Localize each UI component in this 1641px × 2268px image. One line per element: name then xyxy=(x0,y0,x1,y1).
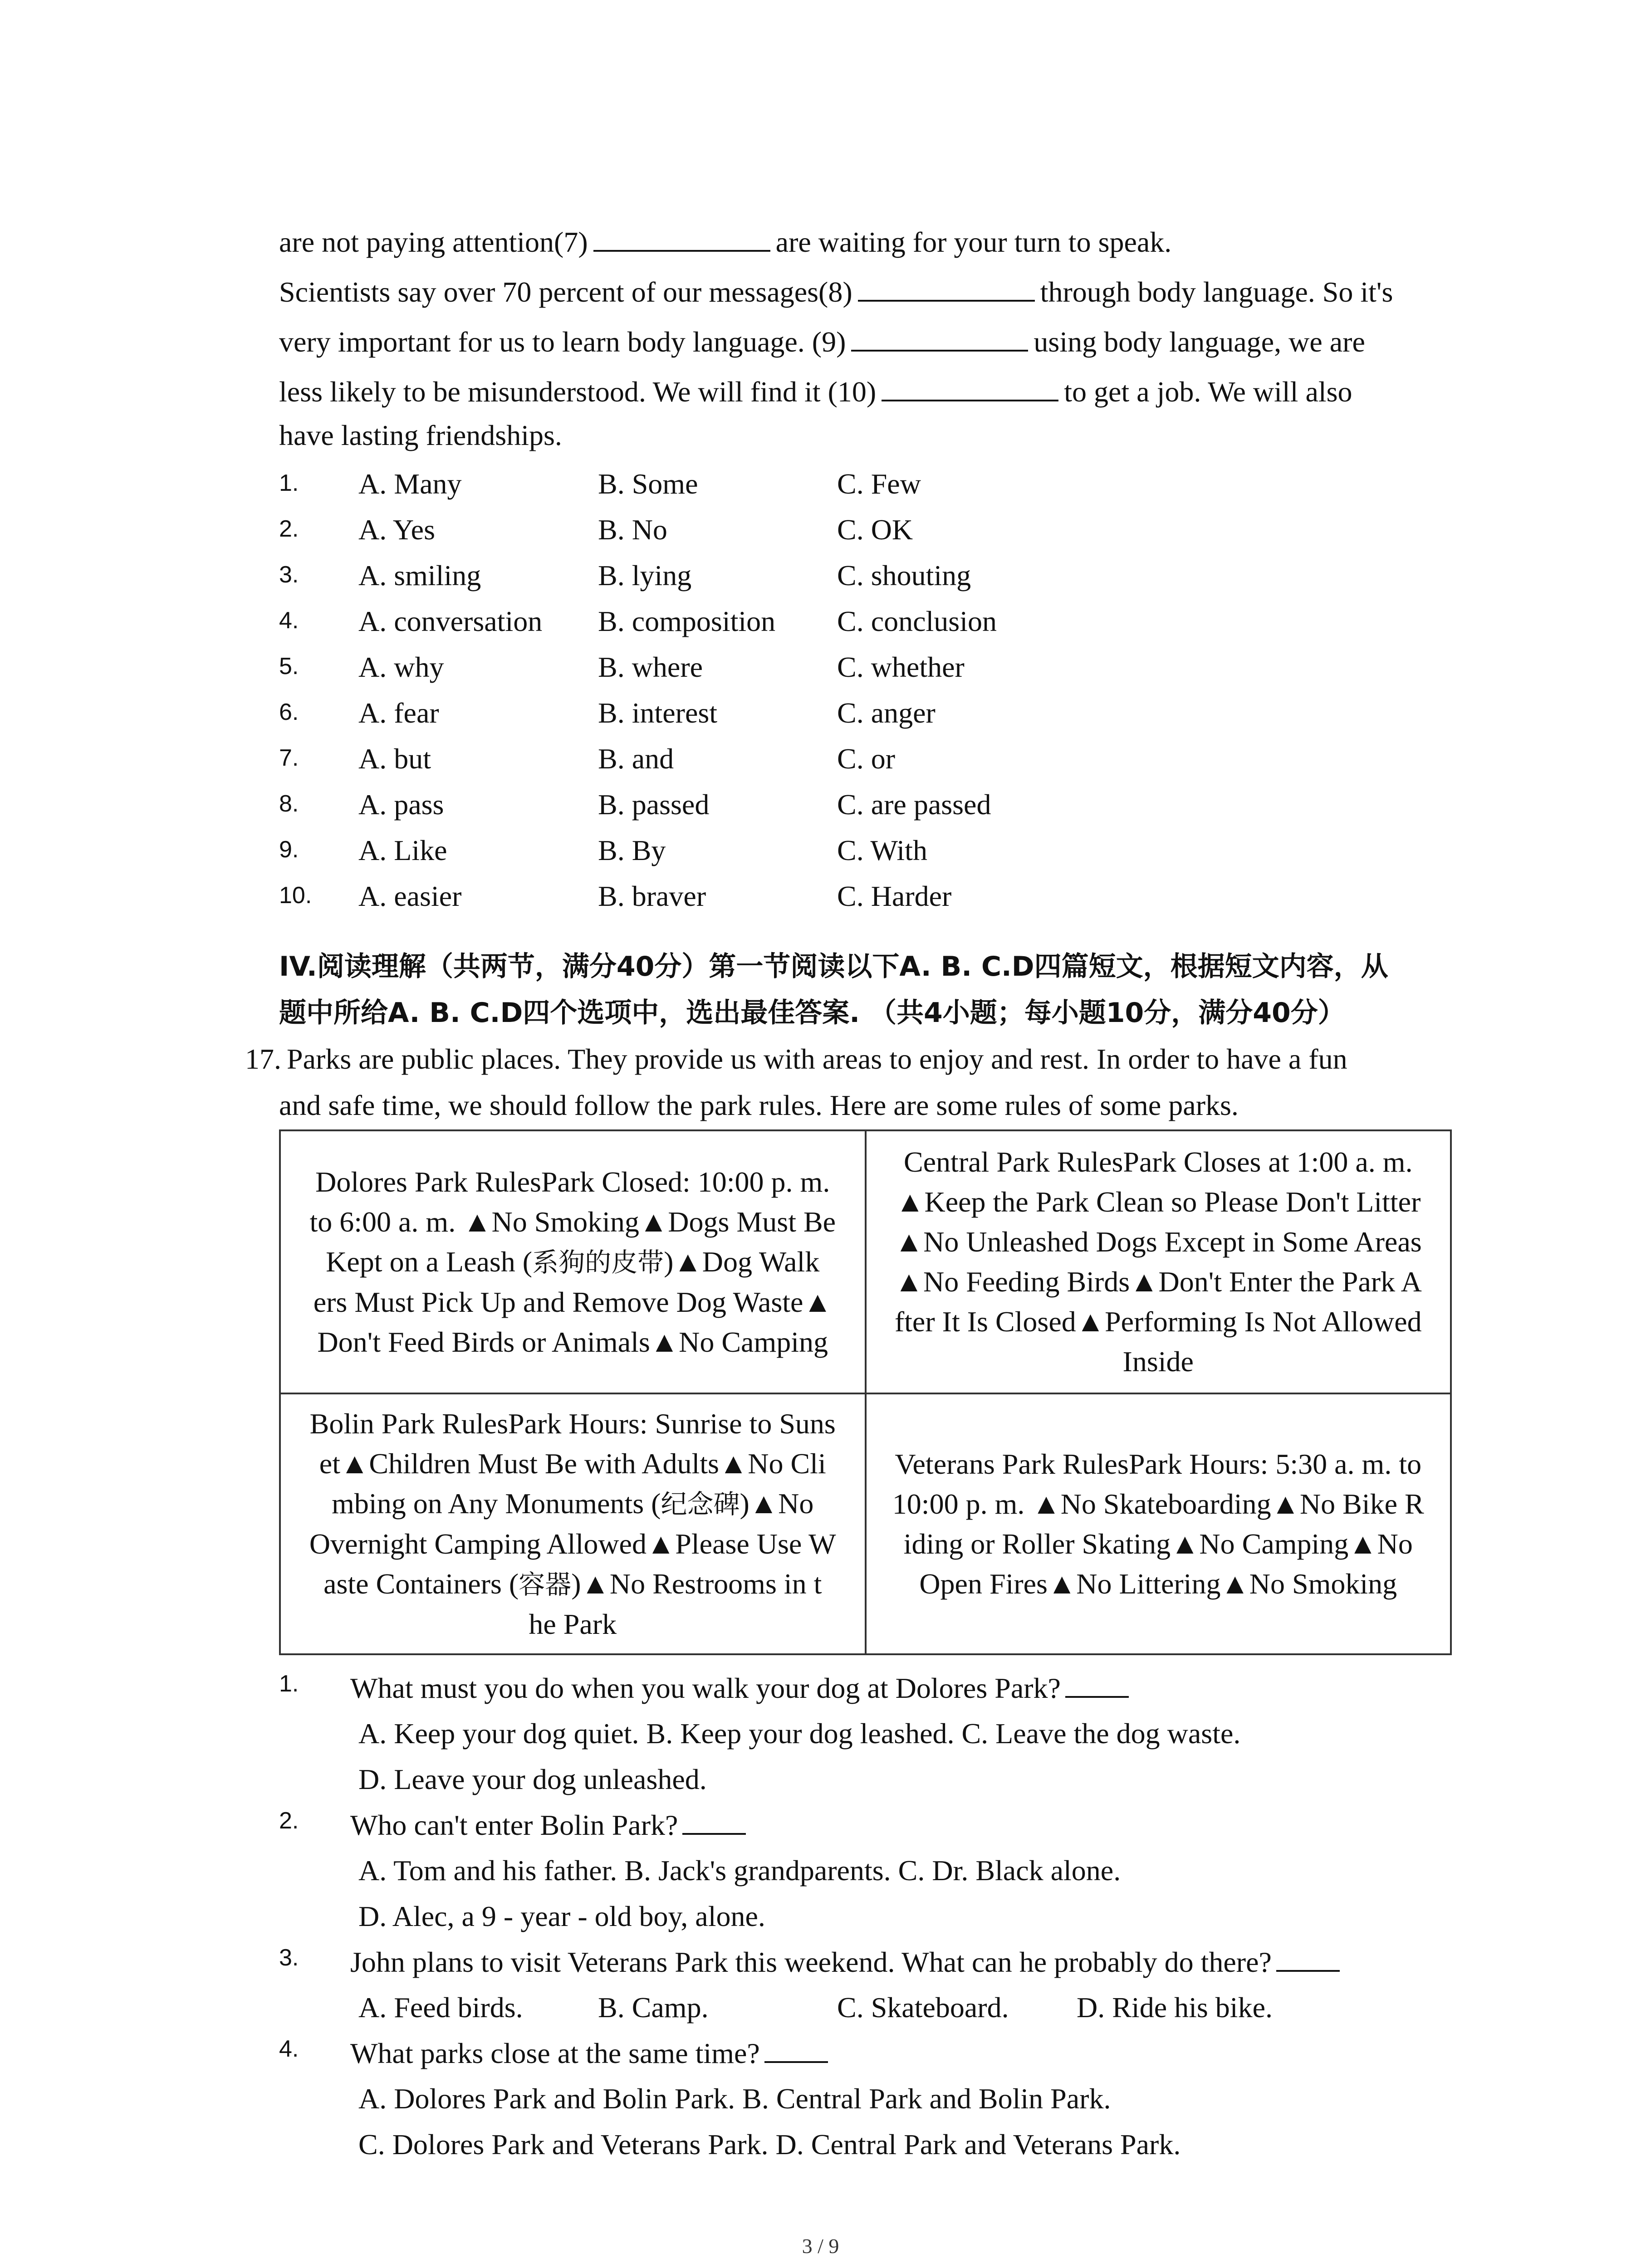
option-number: 2. xyxy=(279,516,299,542)
option-c[interactable]: C. shouting xyxy=(837,559,971,591)
option-b[interactable]: B. and xyxy=(598,743,674,775)
answer-blank[interactable] xyxy=(1276,1945,1340,1972)
option-a[interactable]: A. Feed birds. xyxy=(358,1991,523,2024)
option-b[interactable]: B. Some xyxy=(598,468,698,500)
option-b[interactable]: B. composition xyxy=(598,605,776,637)
answer-blank[interactable] xyxy=(1065,1671,1129,1698)
passage-line xyxy=(279,274,1393,307)
answer-blank-8[interactable] xyxy=(858,274,1035,302)
reading-intro: Parks are public places. They provide us with areas to enjoy and rest. In order to have a fun xyxy=(287,1043,1347,1075)
question-stem: Who can't enter Bolin Park? xyxy=(350,1808,746,1842)
option-number: 4. xyxy=(279,607,299,634)
central-park-rules: Central Park RulesPark Closes at 1:00 a. m. ▲Keep the Park Clean so Please Don't Litter ▲No Unleashed Dogs Except in Some Areas ▲No Feeding Birds▲Don't Enter the Park A fter It Is Closed▲Performing Is Not Allowed Inside xyxy=(866,1130,1451,1393)
option-c[interactable]: C. or xyxy=(837,743,895,775)
passage-text: Scientists say over 70 percent of our messages(8) xyxy=(279,276,852,308)
option-a[interactable]: A. but xyxy=(358,743,431,775)
option-a[interactable]: A. Yes xyxy=(358,513,435,546)
question-number: 2. xyxy=(279,1808,299,1834)
passage-text: to get a job. We will also xyxy=(1064,376,1352,408)
answer-blank-9[interactable] xyxy=(851,324,1028,352)
option-c[interactable]: C. With xyxy=(837,834,927,866)
option-number: 10. xyxy=(279,882,312,909)
option-a[interactable]: A. Many xyxy=(358,468,462,500)
dolores-park-rules: Dolores Park RulesPark Closed: 10:00 p. m. to 6:00 a. m. ▲No Smoking▲Dogs Must Be Kept on a Leash (系狗的皮带)▲Dog Walk ers Must Pick Up and Remove Dog Waste▲ Don't Feed Birds or Animals▲No Camping xyxy=(280,1130,866,1393)
passage-text: are waiting for your turn to speak. xyxy=(775,226,1172,258)
option-a[interactable]: A. why xyxy=(358,651,444,683)
option-b[interactable]: B. interest xyxy=(598,697,718,729)
section-heading: 题中所给A. B. C.D四个选项中，选出最佳答案. （共4小题；每小题10分，满分40分） xyxy=(279,997,1345,1029)
question-number: 4. xyxy=(279,2036,299,2062)
option-b[interactable]: B. braver xyxy=(598,880,706,912)
passage-text: less likely to be misunderstood. We will find it (10) xyxy=(279,376,877,408)
option-number: 7. xyxy=(279,745,299,771)
question-options[interactable]: C. Dolores Park and Veterans Park. D. Central Park and Veterans Park. xyxy=(358,2128,1181,2160)
option-b[interactable]: B. passed xyxy=(598,788,710,821)
passage-text: are not paying attention(7) xyxy=(279,226,588,258)
passage-text: very important for us to learn body language. (9) xyxy=(279,326,846,358)
option-c[interactable]: C. anger xyxy=(837,697,936,729)
option-number: 8. xyxy=(279,791,299,817)
question-stem: What must you do when you walk your dog at Dolores Park? xyxy=(350,1671,1129,1705)
option-a[interactable]: A. Like xyxy=(358,834,447,866)
option-b[interactable]: B. No xyxy=(598,513,667,546)
reading-intro: and safe time, we should follow the park rules. Here are some rules of some parks. xyxy=(279,1089,1239,1121)
passage-line xyxy=(279,324,1365,357)
park-rules-table xyxy=(279,1129,1452,1655)
option-c[interactable]: C. OK xyxy=(837,513,913,546)
question-number: 1. xyxy=(279,1671,299,1697)
passage-line xyxy=(279,225,1171,257)
question-options[interactable]: A. Tom and his father. B. Jack's grandparents. C. Dr. Black alone. xyxy=(358,1854,1121,1887)
option-a[interactable]: A. conversation xyxy=(358,605,543,637)
option-a[interactable]: A. smiling xyxy=(358,559,481,591)
passage-text: through body language. So it's xyxy=(1040,276,1393,308)
question-options[interactable]: D. Alec, a 9 - year - old boy, alone. xyxy=(358,1900,765,1932)
option-a[interactable]: A. easier xyxy=(358,880,462,912)
question-options[interactable]: A. Dolores Park and Bolin Park. B. Central Park and Bolin Park. xyxy=(358,2082,1111,2115)
option-a[interactable]: A. pass xyxy=(358,788,444,821)
answer-blank[interactable] xyxy=(682,1808,746,1835)
answer-blank[interactable] xyxy=(764,2036,828,2063)
section-heading: IV.阅读理解（共两节，满分40分）第一节阅读以下A. B. C.D四篇短文，根据短文内容，从 xyxy=(279,951,1388,982)
question-options[interactable]: A. Keep your dog quiet. B. Keep your dog leashed. C. Leave the dog waste. xyxy=(358,1717,1241,1750)
option-a[interactable]: A. fear xyxy=(358,697,439,729)
passage-line: have lasting friendships. xyxy=(279,419,562,451)
question-number: 17. xyxy=(245,1043,281,1075)
option-number: 1. xyxy=(279,470,299,496)
page-number: 3 / 9 xyxy=(802,2234,839,2258)
option-b[interactable]: B. Camp. xyxy=(598,1991,709,2024)
option-c[interactable]: C. are passed xyxy=(837,788,991,821)
option-c[interactable]: C. Few xyxy=(837,468,921,500)
option-b[interactable]: B. lying xyxy=(598,559,692,591)
veterans-park-rules: Veterans Park RulesPark Hours: 5:30 a. m. to 10:00 p. m. ▲No Skateboarding▲No Bike R iding or Roller Skating▲No Camping▲No Open Fires▲No Littering▲No Smoking xyxy=(866,1393,1451,1654)
option-c[interactable]: C. Skateboard. xyxy=(837,1991,1009,2024)
option-b[interactable]: B. where xyxy=(598,651,703,683)
passage-text: using body language, we are xyxy=(1034,326,1365,358)
answer-blank-10[interactable] xyxy=(882,374,1058,401)
option-c[interactable]: C. Harder xyxy=(837,880,952,912)
passage-line xyxy=(279,374,1352,406)
option-number: 5. xyxy=(279,653,299,679)
option-number: 3. xyxy=(279,562,299,588)
bolin-park-rules: Bolin Park RulesPark Hours: Sunrise to Suns et▲Children Must Be with Adults▲No Cli mbing on Any Monuments (纪念碑)▲No Overnight Camping Allowed▲Please Use W aste Containers (容器)▲No Restrooms in t he Park xyxy=(280,1393,866,1654)
option-c[interactable]: C. whether xyxy=(837,651,965,683)
option-d[interactable]: D. Ride his bike. xyxy=(1077,1991,1273,2024)
answer-blank-7[interactable] xyxy=(593,225,770,252)
question-stem: What parks close at the same time? xyxy=(350,2036,828,2070)
option-b[interactable]: B. By xyxy=(598,834,666,866)
question-stem: John plans to visit Veterans Park this weekend. What can he probably do there? xyxy=(350,1945,1340,1979)
option-number: 9. xyxy=(279,836,299,863)
question-options[interactable]: D. Leave your dog unleashed. xyxy=(358,1763,707,1795)
question-number: 3. xyxy=(279,1945,299,1971)
option-c[interactable]: C. conclusion xyxy=(837,605,997,637)
option-number: 6. xyxy=(279,699,299,725)
